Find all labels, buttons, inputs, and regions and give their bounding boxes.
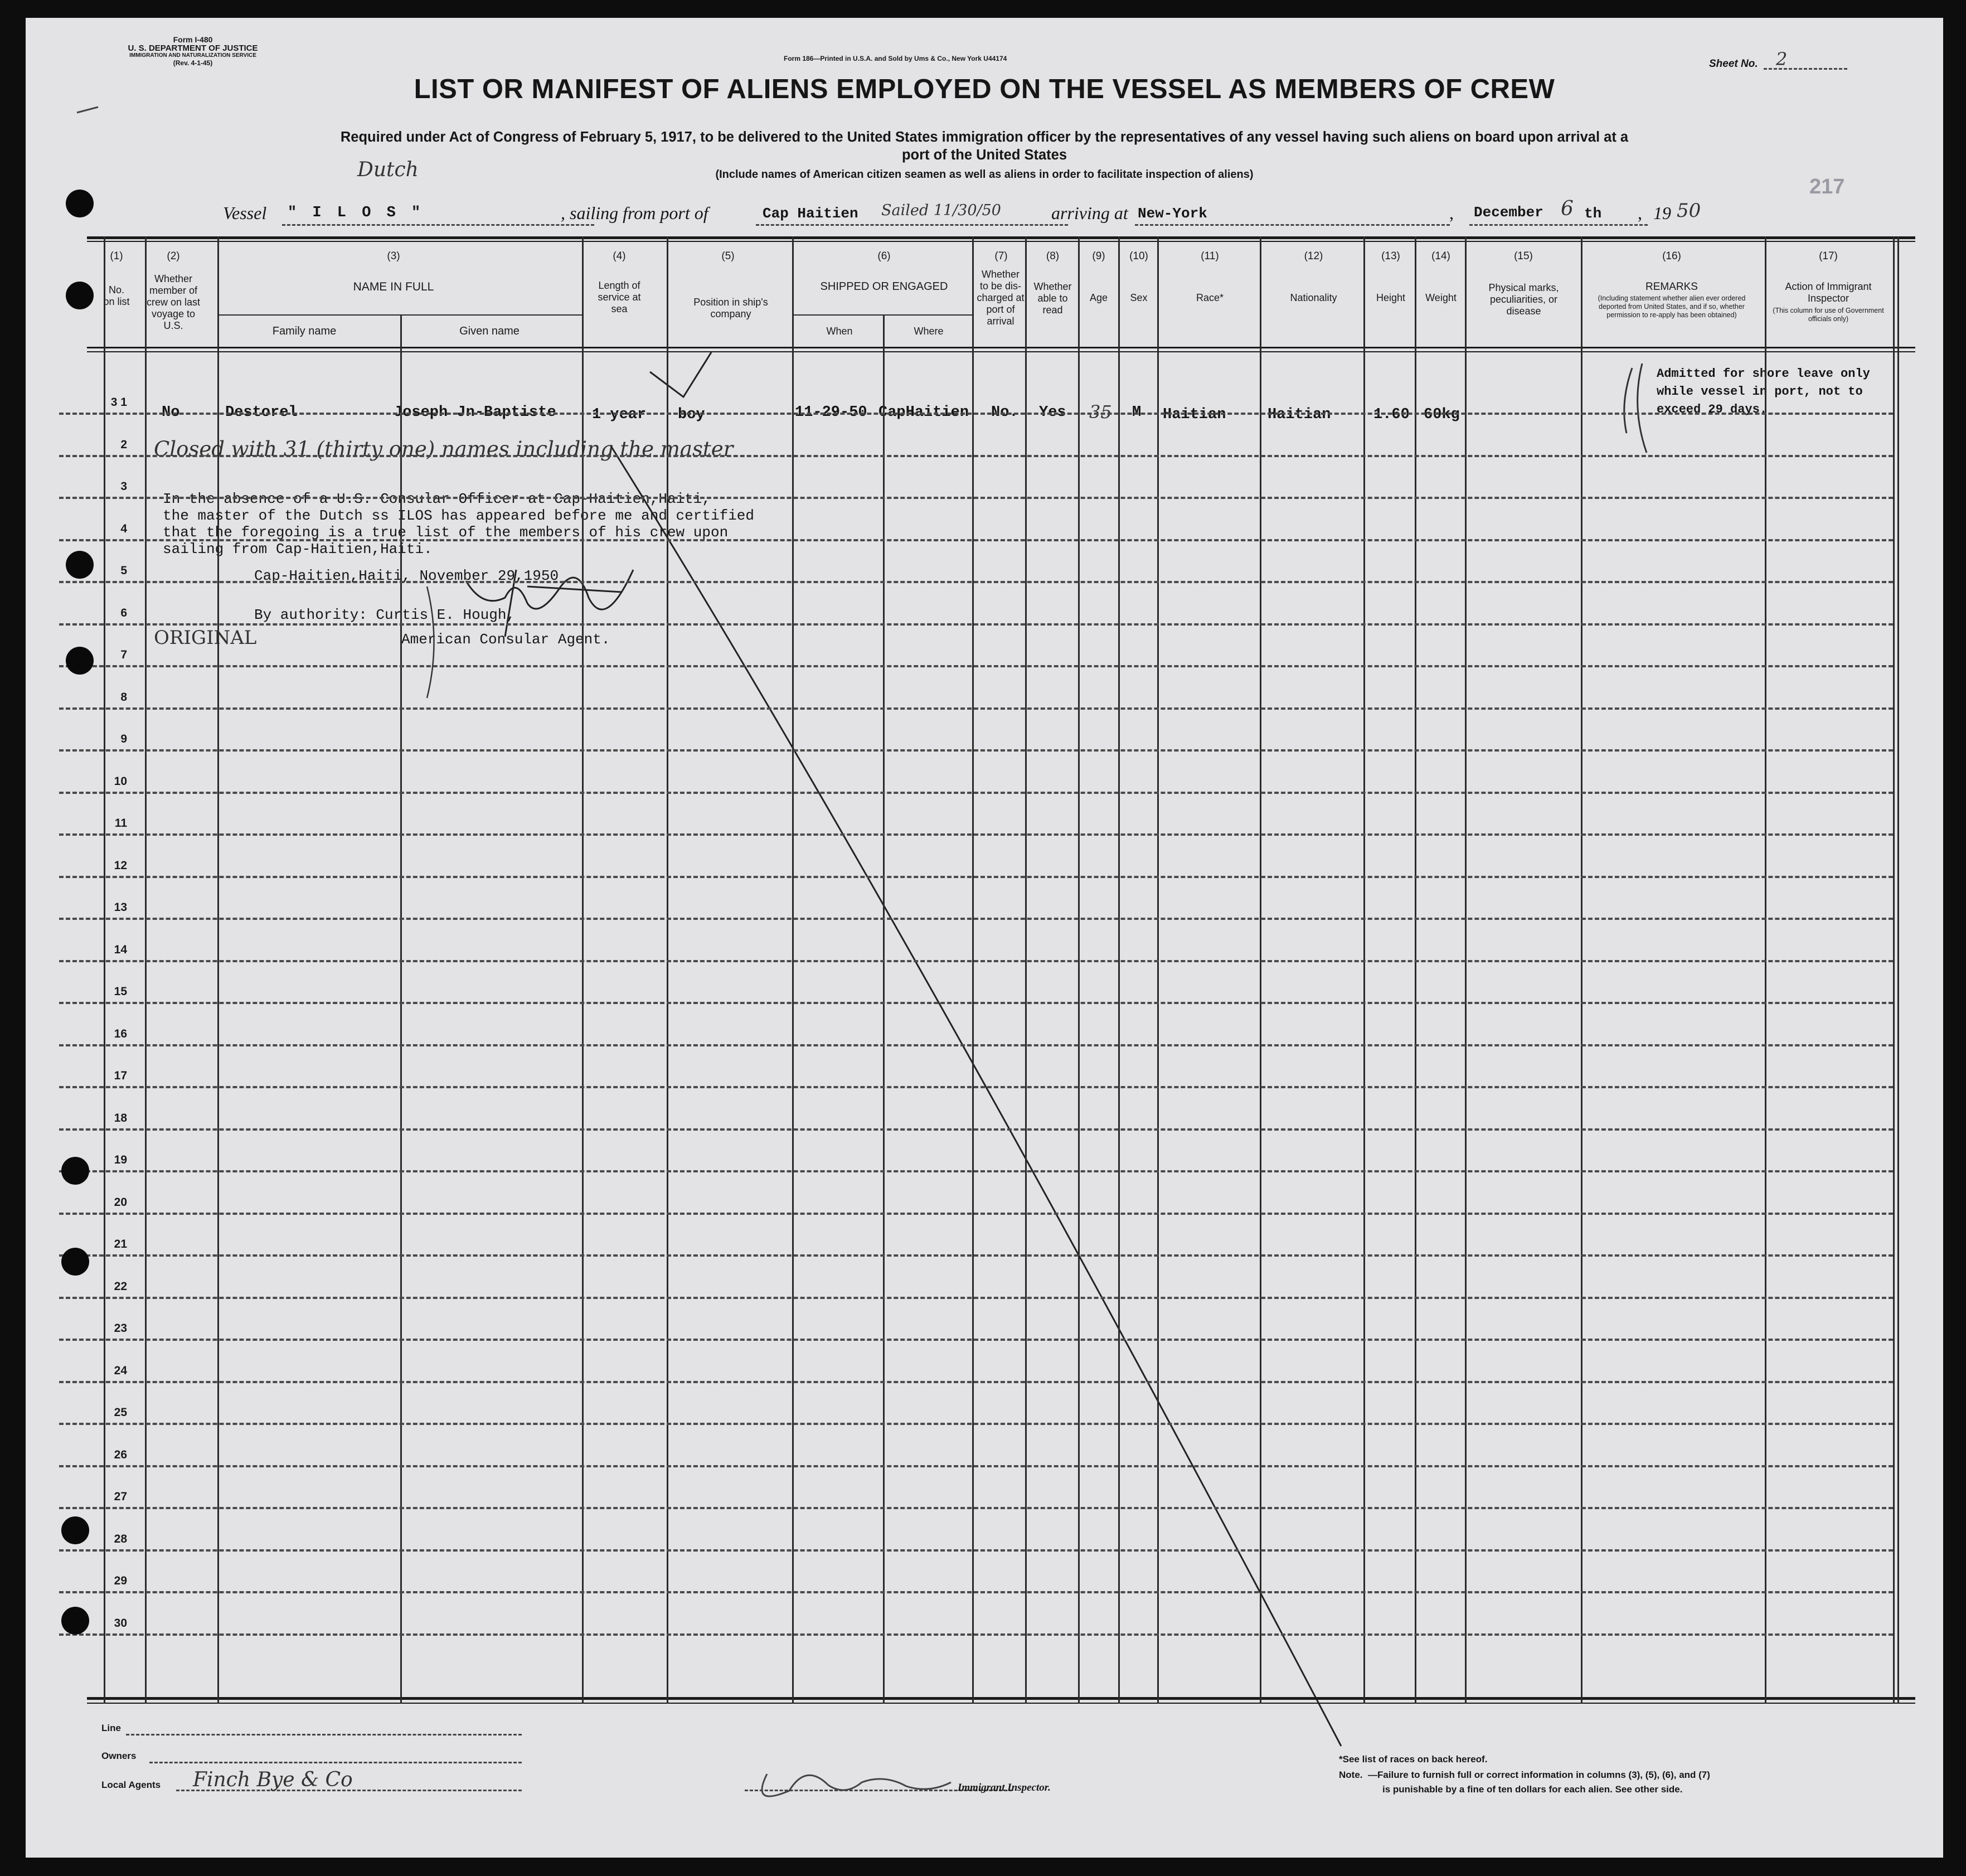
form-number: Form I-480 [173,35,213,44]
stamp-number: 217 [1809,175,1845,198]
row-rule [59,707,1893,710]
col-6-header: SHIPPED OR ENGAGED [820,280,948,293]
punch-hole [66,282,94,309]
vessel-name: " I L O S " [288,205,424,221]
col-4-header: Length of service at sea [598,280,641,314]
row-number: 19 [114,1153,127,1166]
row-rule [59,833,1893,836]
column-rule [400,314,402,1704]
col-16-number: (16) [1662,250,1681,262]
row-rule [59,1423,1893,1425]
row-number: 29 [114,1574,127,1587]
row-rule [59,1465,1893,1467]
certification-line-1: In the absence of a U.S. Consular Officer at Cap-Haitien,Haiti, [163,491,711,507]
row-number: 26 [114,1448,127,1461]
table-top-rule [87,236,1915,239]
col-13-header: Height [1376,292,1406,303]
row-number: 9 [120,733,127,745]
footer-line-label: Line [101,1723,121,1733]
row-rule [59,1044,1893,1046]
closing-statement: Closed with 31 (thirty one) names including the master [154,437,734,461]
row-rule [59,1507,1893,1509]
signature-tail [427,586,434,698]
entry-remarks-2: while vessel in port, not to [1657,385,1863,399]
sheet-label: Sheet No. [1709,58,1758,70]
col-16-header: REMARKS [1645,281,1698,293]
certification-authority: By authority: Curtis E. Hough, [254,607,516,623]
row-rule [59,1591,1893,1593]
row-rule [59,876,1893,878]
col-4-number: (4) [613,250,626,262]
row-rule [59,792,1893,794]
footer-note-label: Note. [1339,1770,1363,1780]
row-rule [59,413,1893,415]
printer-line: Form 186—Printed in U.S.A. and Sold by Ums & Co., New York U44174 [784,55,1007,62]
col-7-header: Whether to be dis-charged at port of arrival [977,269,1025,327]
punch-hole [61,1607,89,1635]
col-11-header: Race* [1196,292,1224,303]
col-5-header: Position in ship's company [693,297,768,319]
entry-weight: 60kg [1424,406,1460,423]
subtitle-line-2: port of the United States [901,147,1067,163]
punch-hole [66,551,94,579]
form-revision: (Rev. 4-1-45) [173,59,213,67]
entry-remarks-1: Admitted for shore leave only [1657,367,1870,381]
col-7-number: (7) [994,250,1008,262]
row-rule [59,581,1893,583]
certification-title: American Consular Agent. [401,631,610,648]
row-rule [59,1128,1893,1131]
col-9-number: (9) [1092,250,1105,262]
row-number: 23 [114,1322,127,1335]
col-16-subheader: (Including statement whether alien ever ordered deported from United States, and if so, whether permission to re-apply has been obtained) [1598,294,1746,319]
entry-remarks-3: exceed 29 days. [1657,403,1768,416]
row-number: 10 [114,774,127,788]
arriving-label: arriving at [1051,203,1128,223]
shipped-subheader-rule [792,314,972,316]
row-number: 6 [120,606,127,619]
col-1-number: (1) [110,250,123,262]
year-prefix: 19 [1653,203,1671,223]
col-17-number: (17) [1819,250,1838,262]
col-9-header: Age [1089,292,1108,303]
col-6-number: (6) [877,250,891,262]
row-rule [59,1297,1893,1299]
table-top-rule-2 [87,241,1915,242]
row-rule [59,1254,1893,1257]
col-2-header: Whether member of crew on last voyage to U.S. [146,273,201,331]
col-3-header: NAME IN FULL [353,280,434,293]
row-number: 7 [120,648,127,661]
row-rule [59,1002,1893,1004]
row-number: 15 [114,985,127,998]
punch-hole [61,1157,89,1185]
row-rule [59,1213,1893,1215]
entry-given-name: Joseph Jn-Baptiste [394,404,556,421]
row-number: 13 [114,901,127,914]
column-rule-outer [1897,236,1899,1704]
arrival-day: 6 [1561,197,1574,220]
check-mark [650,352,711,397]
punch-hole [61,1248,89,1276]
row-number: 22 [114,1279,127,1293]
col-1-header: No. on list [103,284,130,307]
row-number: 24 [114,1364,127,1377]
punch-hole [66,190,94,217]
subtitle-line-1: Required under Act of Congress of February 5, 1917, to be delivered to the United States immigration officer by the representatives of any vessel having such aliens on board upon arrival at a [340,129,1629,145]
departure-port: Cap Haitien [763,205,858,222]
row-number: 3 [120,480,127,493]
footer-agents-label: Local Agents [101,1780,161,1790]
row-number: 12 [114,859,127,872]
entry-sex: M [1132,404,1142,421]
row-number: 25 [114,1406,127,1419]
certification-place-date: Cap-Haitien,Haiti, November 29,1950 [254,568,559,584]
col-10-number: (10) [1129,250,1148,262]
col-14-number: (14) [1431,250,1450,262]
col-6-where-header: Where [914,326,944,337]
col-6-when-header: When [826,326,853,337]
departure-note: Sailed 11/30/50 [881,202,1001,219]
row-rule [59,918,1893,920]
row-rule [59,960,1893,962]
vessel-label: Vessel [223,203,267,223]
row-rule [59,623,1893,626]
entry-service-length: 1 year [592,406,647,423]
certification-line-3: that the foregoing is a true list of the members of his crew upon [163,524,729,541]
row-number: 16 [114,1027,127,1040]
consular-signature [466,570,633,637]
row-number: 20 [114,1195,127,1209]
stray-mark [77,107,98,113]
col-14-header: Weight [1425,292,1457,303]
sheet-number: 2 [1776,49,1788,70]
original-mark: ORIGINAL [154,627,257,649]
row-rule [59,665,1893,667]
row-rule [59,497,1893,499]
manifest-sheet: Form I-480 U. S. DEPARTMENT OF JUSTICE IMMIGRATION AND NATURALIZATION SERVICE (Rev. 4-1-45) Form 186—Printed in U.S.A. and Sold by Ums & Co., New York U44174 Sheet No. 2 LIST OR MANIFEST OF ALIENS EMPLOYED ON THE VESSEL AS MEMBERS OF CREW Required under Act of Congress of February 5, 1917, to be delivered to the United States immigration officer by the representatives of any vessel having such aliens on board upon arrival at a port of the United States (Include names of American citizen seamen as well as aliens in order to facilitate inspection of aliens) 217 Dutch Vessel " I L O S " , sailing from port of Cap Haitien Sailed 11/30/50 arriving at New-York , December 6 th 19 50 , (1) No. on list (2) Whether member of crew on last voyage to U.S. (3) NAME IN FULL Family name Given name (4) Length of service at sea (5) Position in ship's company (6) SHIPPED OR ENGAGED When Where (7) Whether to be dis-charged at port of arrival (8) Whether able to read (9) Age (10) Sex (11) Race* (12) Nationality (13) Height (14) Weight (15) Physical marks, peculiarities, or disease (16) REMARKS (Including statement whether alien ever ordered deported from United States, and if so, whether permission to re-apply has been obtained) (17) Action of Immigrant Inspector (This column for use of Government officials only) No Destorel Joseph Jn-Baptiste 1 year boy 11-29-50 CapHaitien No. Yes 35 M Haitian Haitian 1.60 60kg Admitted for shore leave only while vessel in port, not to exceed 29 days. Closed with 31 (thirty one) names including the master In the absence of a U.S. Consular Officer at Cap-Haitien,Haiti, the master of the Dutch ss ILOS has appeared before me and certified that the foregoing is a true list of the members of his crew upon sailing from Cap-Haitien,Haiti. Cap-Haitien,Haiti, November 29,1950 By authority: Curtis E. Hough, American Consular Agent. ORIGINAL Line Owners Local Agents Finch Bye & Co Immigrant Inspector. *See list of races on back hereof. Note. —Failure to furnish full or correct information in columns (3), (5), (6), and (7) is punishable by a fine of ten dollars for each alien. See other side. 3 1 2 3 4 5 6 7 8 9 10 11 12 13 14 15 16 17 18 19 20 21 22 23 24 25 26 27 28 29 30 [26,18,1943,1858]
document-title: LIST OR MANIFEST OF ALIENS EMPLOYED ON THE VESSEL AS MEMBERS OF CREW [414,74,1555,104]
row-rule [59,1381,1893,1383]
row-number: 3 1 [110,396,127,409]
col-5-number: (5) [721,250,735,262]
row-number: 30 [114,1616,127,1630]
col-8-header: Whether able to read [1033,281,1072,316]
entry-height: 1.60 [1373,406,1410,423]
row-rule [59,1633,1893,1636]
pen-marks [26,18,1943,1858]
row-rule [59,1170,1893,1172]
remarks-bracket [1624,363,1647,453]
row-rule [59,455,1893,457]
row-number: 11 [114,817,127,830]
row-number: 17 [114,1069,127,1082]
row-rule [59,1339,1893,1341]
entry-race: Haitian [1163,406,1226,423]
entry-shipped-when: 11-29-50 [795,404,867,421]
service-name: IMMIGRATION AND NATURALIZATION SERVICE [129,52,256,59]
footer-note-2: is punishable by a fine of ten dollars for each alien. See other side. [1382,1784,1683,1795]
col-15-number: (15) [1514,250,1533,262]
header-bottom-rule [87,347,1915,348]
arrival-port: New-York [1138,205,1207,222]
name-subheader-rule [217,314,582,316]
row-rule [59,1086,1893,1088]
col-3-family-header: Family name [272,325,337,337]
certification-line-2: the master of the Dutch ss ILOS has appeared before me and certified [163,507,754,524]
header-bottom-rule-2 [87,351,1915,352]
footer-note-1: —Failure to furnish full or correct information in columns (3), (5), (6), and (7) [1368,1770,1710,1780]
table-bottom-rule [87,1697,1915,1700]
punch-hole [61,1516,89,1544]
footer-inspector-label: Immigrant Inspector. [958,1782,1051,1793]
col-3-number: (3) [387,250,400,262]
col-15-header: Physical marks, peculiarities, or disease [1488,282,1559,317]
col-10-header: Sex [1130,292,1148,303]
row-rule [59,749,1893,752]
table-bottom-rule-2 [87,1703,1915,1704]
col-8-number: (8) [1046,250,1060,262]
nationality-note: Dutch [357,158,419,181]
col-17-subheader: (This column for use of Government officials only) [1773,307,1884,323]
certification-line-4: sailing from Cap-Haitien,Haiti. [163,541,433,558]
row-number: 21 [114,1238,127,1250]
col-11-number: (11) [1201,250,1219,262]
row-number: 2 [120,438,127,451]
footer-owners-label: Owners [101,1751,137,1761]
footer-agents-signature: Finch Bye & Co [193,1768,353,1791]
year-suffix: 50 [1677,200,1701,222]
inspector-signature [762,1774,951,1796]
column-rule [1893,236,1895,1704]
col-12-number: (12) [1304,250,1323,262]
punch-hole [66,647,94,675]
subtitle-line-3: (Include names of American citizen seamen as well as aliens in order to facilitate inspection of aliens) [715,168,1254,181]
row-rule [59,539,1893,541]
entry-age: 35 [1089,401,1112,423]
col-13-number: (13) [1381,250,1400,262]
row-number: 28 [114,1532,127,1545]
arrival-day-suffix: th [1584,205,1602,222]
entry-nationality: Haitian [1268,406,1331,423]
col-3-given-header: Given name [459,325,520,337]
col-2-number: (2) [167,250,180,262]
row-number: 14 [114,943,127,956]
entry-shipped-where: CapHaitien [878,404,969,421]
row-number: 8 [120,690,127,704]
row-number: 4 [120,522,127,535]
entry-family-name: Destorel [225,404,298,421]
column-rule [883,314,885,1704]
row-number: 5 [120,564,127,577]
department-name: U. S. DEPARTMENT OF JUSTICE [128,43,258,53]
row-rule [59,1549,1893,1552]
row-number: 18 [114,1111,127,1124]
row-number: 27 [114,1490,127,1503]
col-17-header: Action of Immigrant Inspector [1785,281,1872,304]
entry-last-voyage: No [162,404,180,421]
entry-able-to-read: Yes [1039,404,1066,421]
col-12-header: Nationality [1290,292,1337,303]
entry-position: boy [678,406,705,423]
sailing-label: , sailing from port of [561,203,708,223]
arrival-month: December [1474,204,1543,221]
entry-discharged: No. [991,404,1018,421]
footer-races-note: *See list of races on back hereof. [1339,1754,1488,1764]
